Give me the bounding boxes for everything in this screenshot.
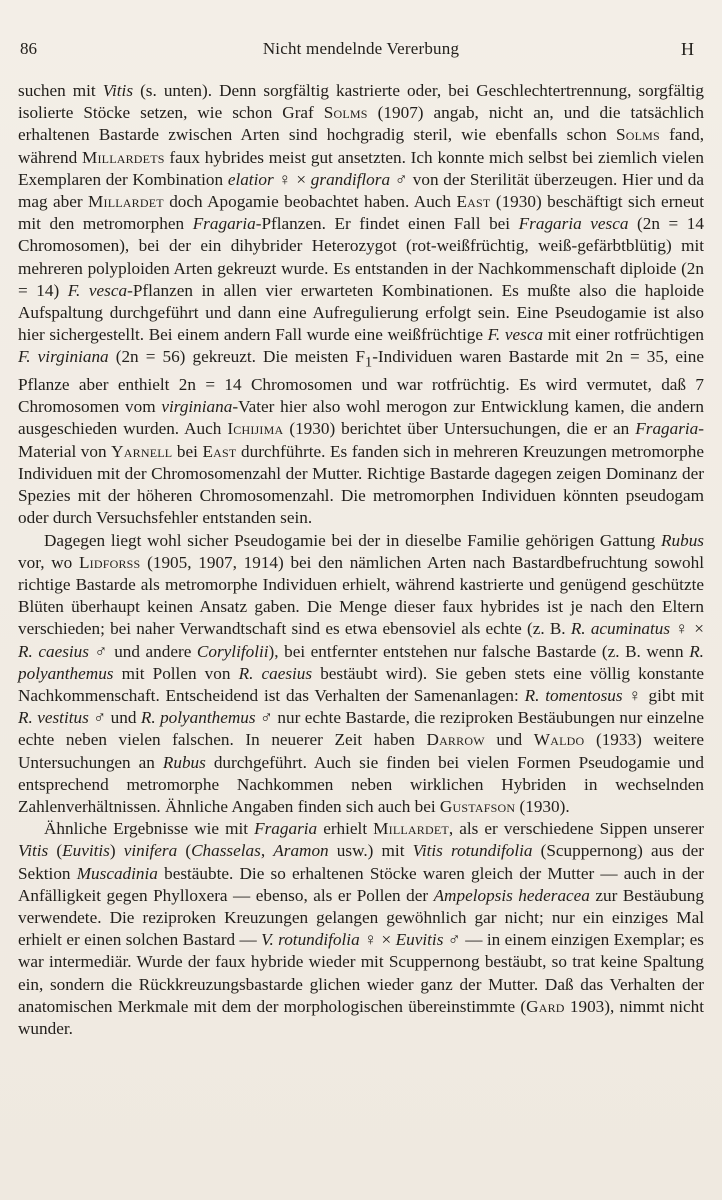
text-segment: , <box>260 841 274 861</box>
text-segment: durchgeführt. Auch sie finden bei vielen Formen Pseudogamie und entsprechend metromorphe Nachkommen neben wirklichen Hybriden in wechselnden Zahlenverhältnissen. Ähnliche Angaben finden sich auch bei <box>18 752 704 816</box>
text-segment: (1933) weitere Untersuchungen an <box>18 730 704 772</box>
text-segment: Fragaria vesca <box>518 214 629 234</box>
text-segment: ) <box>109 841 124 861</box>
text-segment: bestäubt wird). Sie geben stets eine völlig konstante Nachkommenschaft. Entscheidend ist das Verhalten der Samenanlagen: <box>18 663 704 705</box>
text-segment: East <box>202 441 237 461</box>
text-segment: ♂ und andere <box>88 641 197 661</box>
text-segment: (s. unten). Denn sorgfältig kastrierte oder, bei Geschlechtertrennung, sorgfältig isolierte Stöcke setzen, wie schon Graf <box>18 81 704 123</box>
text-segment: grandiflora <box>310 169 391 189</box>
text-segment: Fragaria <box>254 819 318 839</box>
text-segment: (1930) berichtet über Untersuchungen, die er an <box>283 419 636 439</box>
text-segment: ♀ gibt mit <box>622 685 705 705</box>
text-segment: F. vesca <box>67 280 128 300</box>
text-segment: elatior <box>227 169 274 189</box>
text-segment: Fragaria <box>635 419 699 439</box>
text-segment: Lidforss <box>78 552 141 572</box>
text-segment: R. acuminatus <box>570 619 671 639</box>
text-segment: Vitis <box>102 81 134 100</box>
text-segment: ♂ von der Sterilität überzeugen. Hier und da mag aber <box>18 169 704 212</box>
text-segment: virginiana <box>161 397 233 417</box>
text-segment: und <box>484 730 534 750</box>
running-head: Nicht mendelnde Vererbung <box>262 39 460 58</box>
page-number: 86 <box>20 39 37 58</box>
text-segment: Gustafson <box>439 796 516 816</box>
text-segment: R. caesius <box>238 663 313 683</box>
text-segment: Darrow <box>426 730 485 750</box>
text-segment: 1903), nimmt nicht wunder. <box>18 996 704 1038</box>
text-segment: Aramon <box>273 841 329 861</box>
text-segment: 1 <box>365 354 373 371</box>
text-segment: R. polyanthemus <box>140 708 256 728</box>
text-segment: Millardet <box>88 192 164 212</box>
text-segment: R. tomentosus <box>524 685 623 705</box>
text-segment: ♀ × <box>273 169 311 189</box>
text-segment: ( <box>48 841 63 861</box>
text-segment: (1930). <box>515 796 570 816</box>
text-segment: Corylifolii <box>196 641 269 661</box>
text-segment: bestäubte. Die so erhaltenen Stöcke waren gleich der Mutter — auch in der Anfälligkeit gegen Phylloxera — ebenso, als er Pollen der <box>18 863 704 905</box>
text-segment: mit einer rotfrüchtigen <box>543 325 704 345</box>
text-segment: ♂ — in einem einzigen Exemplar; es war intermediär. Wurde der faux hybride wieder mit Scuppernong bestäubt, so trat keine Spaltung ein, sondern die Rückkreuzungsbastarde glichen wieder ganz der Mutter. Daß das Verhalten der anatomischen Merkmale mit dem der morphologischen übereinstimmte ( <box>18 930 704 1016</box>
paragraph-vitis <box>18 818 704 1040</box>
text-segment: Vitis rotundifolia <box>412 841 533 861</box>
text-segment: ), bei entfernter entstehen nur falsche Bastarde (z. B. wenn <box>268 641 690 661</box>
text-segment: vinifera <box>123 841 178 861</box>
text-segment: ( <box>177 841 192 861</box>
text-segment: Yarnell <box>111 441 173 461</box>
text-segment: Ichijima <box>227 419 284 439</box>
text-segment: Euvitis <box>62 841 110 861</box>
text-segment: Solms <box>616 125 660 145</box>
text-segment: (1930) beschäftigt sich erneut mit den metromorphen <box>18 192 705 234</box>
text-segment: ♀ × <box>359 930 396 950</box>
text-segment: -Material von <box>18 419 705 461</box>
text-segment: -Individuen waren Bastarde mit 2n = 35, eine Pflanze aber enthielt 2n = 14 Chromosomen und war rotfrüchtig. Es wird vermutet, daß 7 Chromosomen vom <box>18 347 704 417</box>
text-segment: faux hybrides meist gut ansetzten. Ich konnte mich selbst bei ziemlich vielen Exemplaren der Kombination <box>18 147 704 189</box>
text-segment: ♀ × <box>670 619 704 639</box>
text-segment: Rubus <box>162 752 206 772</box>
text-segment: V. rotundifolia <box>261 930 360 950</box>
text-segment: (1905, 1907, 1914) bei den nämlichen Arten nach Bastardbefruchtung sowohl richtige Bastarde als metromorphe Individuen erhielt, während kastrierte und genügend geschützte Blüten überhaupt keinen Ansatz gaben. Die Menge dieser faux hybrides ist je nach den Eltern verschieden; bei naher Verwandtschaft sind es etwa ebensoviel als echte (z. B. <box>18 552 704 639</box>
text-segment: F. virginiana <box>18 347 109 367</box>
text-segment: Millardets <box>82 147 165 167</box>
text-segment: (1907) angab, nicht an, und die tatsächlich erhaltenen Bastarde zwischen Arten sind hochgradig steril, wie ebenfalls schon <box>18 103 704 145</box>
text-segment: , als er verschiedene Sippen unserer <box>448 819 704 839</box>
text-segment: (2n = 56) gekreuzt. Die meisten F <box>108 347 366 367</box>
text-segment: R. vestitus <box>18 708 89 728</box>
section-letter: H <box>681 39 694 59</box>
paragraph-fragaria <box>18 80 704 530</box>
text-segment: (Scuppernong) aus der Sektion <box>18 841 704 883</box>
text-segment: ♂ und <box>88 708 141 728</box>
text-segment: suchen mit <box>18 81 103 100</box>
text-segment: zur Bestäubung verwendete. Die reziproken Kreuzungen gelangen gewöhnlich gar nicht; nur ein einziges Mal erhielt er einen solchen Bastard — <box>18 885 704 950</box>
body-text <box>18 80 704 1040</box>
text-segment: Solms <box>323 103 368 123</box>
text-segment: usw.) mit <box>328 841 413 861</box>
text-segment: Millardet <box>373 819 449 839</box>
text-segment: R. caesius <box>18 641 89 661</box>
text-segment: Rubus <box>661 530 704 550</box>
text-segment: (2n = 14 Chromosomen), bei der ein dihybrider Heterozygot (rot-weißfrüchtig, weiß-gefärbtblütig) mit mehreren polyploiden Arten gekreuzt wurde. Es entstanden in der Nachkommenschaft diploide (2n = 14) <box>18 214 704 300</box>
text-segment: fand, während <box>18 125 704 167</box>
text-segment: vor, wo <box>18 552 79 572</box>
text-segment: ♂ nur echte Bastarde, die reziproken Bestäubungen nur einzelne echte neben vielen falschen. In neuerer Zeit haben <box>18 708 704 750</box>
text-segment: Gard <box>526 996 565 1016</box>
text-segment: Muscadinia <box>76 863 158 883</box>
text-segment: -Pflanzen. Er findet einen Fall bei <box>255 214 519 234</box>
text-segment: Waldo <box>533 730 585 750</box>
text-segment: doch Apogamie beobachtet haben. Auch <box>163 192 457 212</box>
text-segment: -Vater hier also wohl merogon zur Entwicklung kamen, die andern ausgeschieden wurden. Auch <box>18 397 704 439</box>
text-segment: mit Pollen von <box>113 663 239 683</box>
text-segment: Euvitis <box>395 930 444 950</box>
text-segment: -Pflanzen in allen vier erwarteten Kombinationen. Es mußte also die haploide Aufspaltung durchgeführt und dann eine Aufregulierung erfolgt sein. Eine Pseudogamie ist also hier sichergestellt. Bei einem andern Fall wurde eine weißfrüchtige <box>18 280 704 345</box>
paragraph-rubus <box>18 530 704 819</box>
text-segment: erhielt <box>317 819 374 839</box>
text-segment: F. vesca <box>487 325 544 345</box>
text-segment: Ähnliche Ergebnisse wie mit <box>44 819 255 839</box>
text-segment: Vitis <box>18 841 49 861</box>
text-segment: Dagegen liegt wohl sicher Pseudogamie bei der in dieselbe Familie gehörigen Gattung <box>44 530 662 550</box>
text-segment: Ampelopsis hederacea <box>433 885 590 905</box>
text-segment: durchführte. Es fanden sich in mehreren Kreuzungen metromorphe Individuen mit der Chromosomenzahl der Mutter. Richtige Bastarde dagegen zeigen Dominanz der Spezies mit der höheren Chromosomenzahl. Die metromorphen Individuen könnten pseudogam oder durch Versuchsfehler entstanden sein. <box>18 441 704 528</box>
text-segment: East <box>456 192 491 212</box>
text-segment: R. polyanthemus <box>18 641 704 683</box>
text-segment: Chasselas <box>191 841 261 861</box>
text-segment: bei <box>172 441 203 461</box>
text-segment: Fragaria <box>192 214 256 234</box>
page-header <box>18 34 704 64</box>
